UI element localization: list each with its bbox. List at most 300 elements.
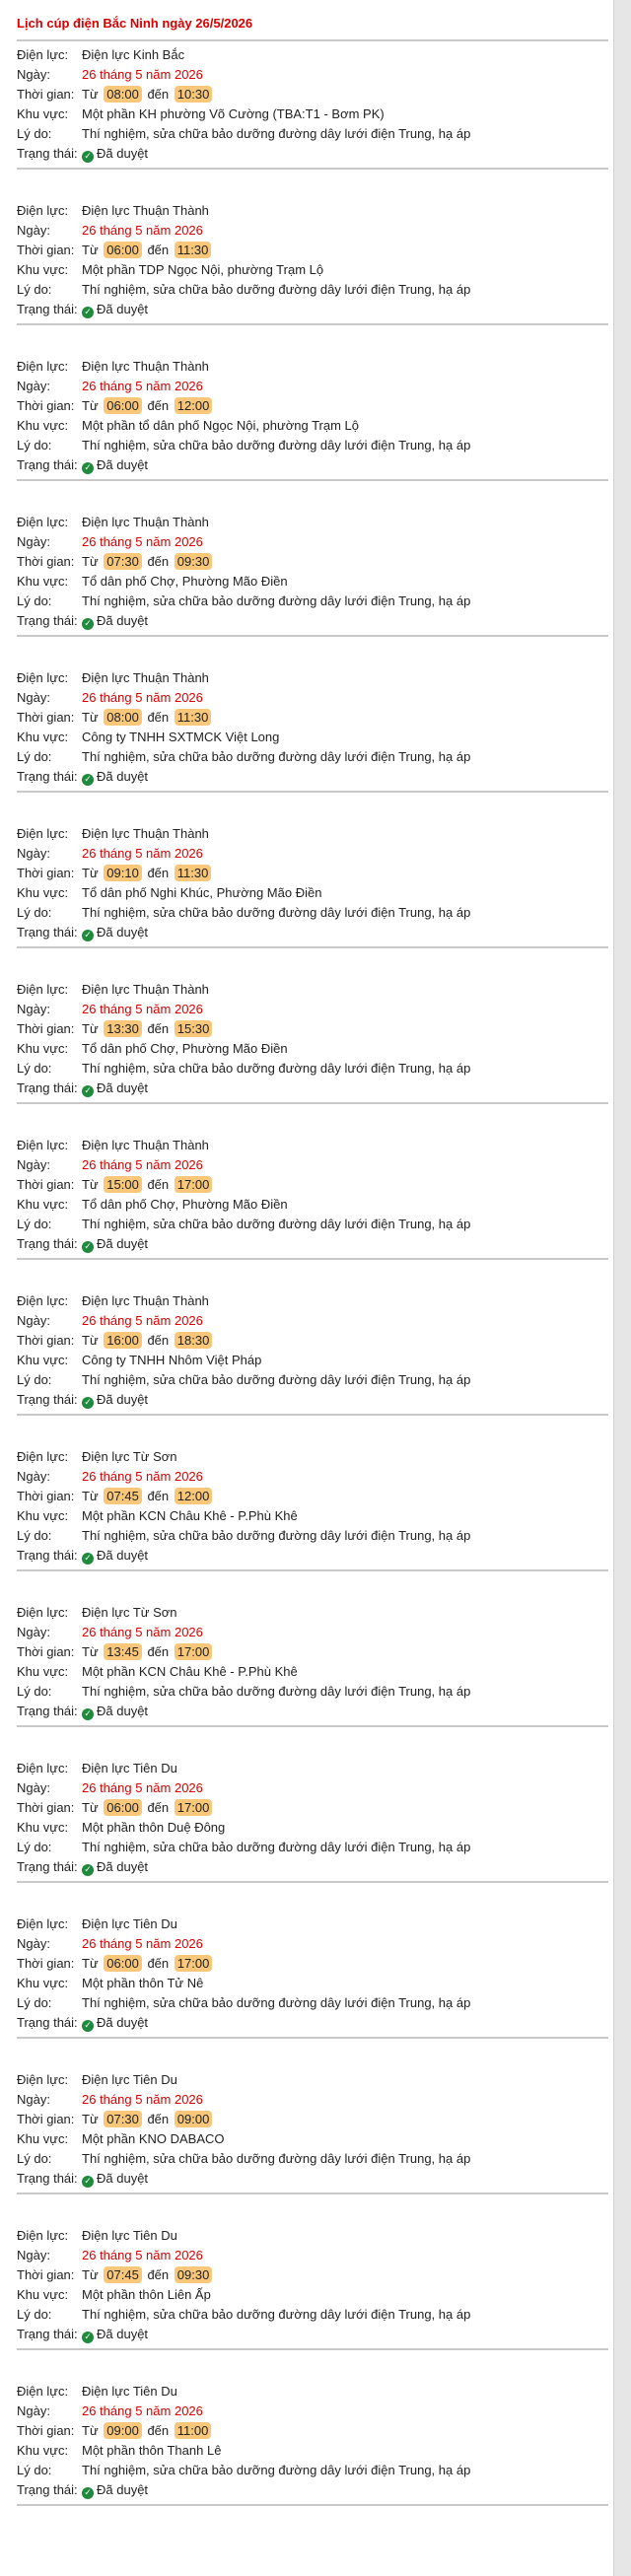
reason-row [17,747,470,767]
divider [17,1258,608,1260]
status-value: Đã duyệt [97,457,149,472]
date-row [17,2246,203,2265]
status-label: Trạng thái: [17,1392,78,1407]
time-row [17,552,214,572]
area-value: Một phần thôn Thanh Lê [82,2443,222,2458]
time-from-label: Từ [82,710,99,725]
start-time: 07:30 [104,553,142,570]
area-label: Khu vực: [17,262,69,277]
time-label: Thời gian: [17,1333,75,1348]
divider [17,1102,608,1104]
records-list [17,41,608,2534]
reason-value: Thí nghiệm, sửa chữa bảo dưỡng đường dây lưới điện Trung, hạ áp [82,1840,471,1854]
reason-label: Lý do: [17,1217,52,1231]
reason-value: Thí nghiệm, sửa chữa bảo dưỡng đường dây lưới điện Trung, hạ áp [82,593,471,608]
time-to-label: đến [147,2267,170,2282]
outage-record [17,1755,608,1911]
status-row [17,2325,148,2344]
check-circle-icon: ✓ [82,1553,94,1565]
time-from-label: Từ [82,398,99,413]
time-label: Thời gian: [17,1489,75,1503]
unit-row [17,1447,177,1467]
time-row [17,1798,214,1818]
date-label: Ngày: [17,1313,50,1328]
divider [17,1414,608,1416]
unit-label: Điện lực: [17,1761,69,1775]
reason-row [17,1059,470,1079]
time-row [17,2421,213,2441]
area-value: Một phần KH phường Võ Cường (TBA:T1 - Bơm PK) [82,106,385,121]
outage-record [17,41,608,197]
time-from-label: Từ [82,1956,99,1971]
reason-row [17,1993,470,2013]
reason-row [17,2305,470,2325]
time-label: Thời gian: [17,2267,75,2282]
date-row [17,1311,203,1331]
area-label: Khu vực: [17,418,69,433]
status-label: Trạng thái: [17,1236,78,1251]
area-label: Khu vực: [17,2443,69,2458]
area-label: Khu vực: [17,1508,69,1523]
area-row [17,1506,298,1526]
start-time: 08:00 [104,709,142,726]
outage-record [17,820,608,976]
area-row [17,883,321,903]
time-label: Thời gian: [17,1956,75,1971]
reason-label: Lý do: [17,282,52,297]
unit-value: Điện lực Kinh Bắc [82,47,185,62]
area-label: Khu vực: [17,1197,69,1212]
date-label: Ngày: [17,1157,50,1172]
time-row [17,864,213,883]
unit-label: Điện lực: [17,1293,69,1308]
date-value: 26 tháng 5 năm 2026 [82,379,203,393]
status-row [17,1390,148,1410]
area-value: Một phần KNO DABACO [82,2131,225,2146]
reason-row [17,1215,470,1234]
time-row [17,708,213,728]
status-row [17,1857,148,1877]
time-to-label: đến [147,1644,170,1659]
reason-value: Thí nghiệm, sửa chữa bảo dưỡng đường dây lưới điện Trung, hạ áp [82,1528,471,1543]
start-time: 07:45 [104,1488,142,1504]
end-time: 09:30 [175,553,213,570]
check-circle-icon: ✓ [82,462,94,474]
unit-label: Điện lực: [17,515,69,529]
reason-label: Lý do: [17,749,52,764]
reason-label: Lý do: [17,1528,52,1543]
status-row [17,923,148,942]
time-to-label: đến [147,1800,170,1815]
date-value: 26 tháng 5 năm 2026 [82,1780,203,1795]
status-label: Trạng thái: [17,925,78,940]
reason-value: Thí nghiệm, sửa chữa bảo dưỡng đường dây lưới điện Trung, hạ áp [82,282,471,297]
outage-record [17,509,608,664]
check-circle-icon: ✓ [82,151,94,163]
time-from-label: Từ [82,2112,99,2126]
status-value: Đã duyệt [97,1859,149,1874]
area-value: Một phần thôn Tử Nê [82,1976,204,1990]
time-from-label: Từ [82,1021,99,1036]
date-value: 26 tháng 5 năm 2026 [82,846,203,861]
reason-row [17,1682,470,1702]
unit-row [17,1291,209,1311]
end-time: 11:30 [175,865,212,881]
status-row [17,1702,148,1721]
time-row [17,1642,214,1662]
status-row [17,767,148,787]
start-time: 15:00 [104,1176,142,1193]
date-value: 26 tháng 5 năm 2026 [82,534,203,549]
start-time: 06:00 [104,242,142,258]
date-label: Ngày: [17,2092,50,2107]
date-value: 26 tháng 5 năm 2026 [82,1002,203,1016]
unit-row [17,45,184,65]
time-from-label: Từ [82,243,99,257]
area-row [17,728,279,747]
date-row [17,377,203,396]
end-time: 17:00 [175,1643,213,1660]
status-label: Trạng thái: [17,2482,78,2497]
unit-label: Điện lực: [17,2384,69,2399]
unit-row [17,1759,177,1778]
end-time: 11:30 [175,242,212,258]
check-circle-icon: ✓ [82,930,94,941]
unit-value: Điện lực Từ Sơn [82,1605,177,1620]
status-value: Đã duyệt [97,1080,149,1095]
reason-value: Thí nghiệm, sửa chữa bảo dưỡng đường dây lưới điện Trung, hạ áp [82,749,471,764]
time-from-label: Từ [82,87,99,102]
reason-value: Thí nghiệm, sửa chữa bảo dưỡng đường dây lưới điện Trung, hạ áp [82,438,471,453]
status-label: Trạng thái: [17,1704,78,1718]
reason-value: Thí nghiệm, sửa chữa bảo dưỡng đường dây lưới điện Trung, hạ áp [82,1684,471,1699]
date-value: 26 tháng 5 năm 2026 [82,2403,203,2418]
status-row [17,455,148,475]
time-row [17,396,214,416]
unit-value: Điện lực Thuận Thành [82,203,209,218]
time-to-label: đến [147,866,170,880]
status-label: Trạng thái: [17,302,78,316]
status-value: Đã duyệt [97,2482,149,2497]
time-row [17,1019,214,1039]
time-from-label: Từ [82,2267,99,2282]
check-circle-icon: ✓ [82,2176,94,2188]
reason-row [17,1838,470,1857]
date-row [17,1467,203,1487]
time-to-label: đến [147,1333,170,1348]
unit-label: Điện lực: [17,982,69,997]
reason-value: Thí nghiệm, sửa chữa bảo dưỡng đường dây lưới điện Trung, hạ áp [82,1372,471,1387]
time-row [17,2265,214,2285]
unit-row [17,2226,177,2246]
time-row [17,85,214,104]
time-to-label: đến [147,710,170,725]
date-row [17,688,203,708]
time-row [17,1954,214,1974]
status-row [17,1079,148,1098]
divider [17,2193,608,2194]
unit-row [17,201,209,221]
date-label: Ngày: [17,1002,50,1016]
unit-label: Điện lực: [17,2228,69,2243]
outage-record [17,197,608,353]
status-value: Đã duyệt [97,925,149,940]
reason-value: Thí nghiệm, sửa chữa bảo dưỡng đường dây lưới điện Trung, hạ áp [82,2151,471,2166]
reason-value: Thí nghiệm, sửa chữa bảo dưỡng đường dây lưới điện Trung, hạ áp [82,126,471,141]
reason-row [17,592,470,611]
status-value: Đã duyệt [97,302,149,316]
area-row [17,1818,225,1838]
unit-label: Điện lực: [17,1605,69,1620]
status-label: Trạng thái: [17,1859,78,1874]
status-label: Trạng thái: [17,2171,78,2186]
date-value: 26 tháng 5 năm 2026 [82,1157,203,1172]
check-circle-icon: ✓ [82,618,94,630]
start-time: 09:10 [104,865,142,881]
time-label: Thời gian: [17,1177,75,1192]
status-label: Trạng thái: [17,146,78,161]
time-to-label: đến [147,398,170,413]
date-row [17,2090,203,2110]
status-row [17,611,148,631]
time-to-label: đến [147,87,170,102]
status-value: Đã duyệt [97,2171,149,2186]
reason-label: Lý do: [17,1372,52,1387]
unit-row [17,1915,177,1934]
status-value: Đã duyệt [97,1548,149,1563]
unit-value: Điện lực Thuận Thành [82,1293,209,1308]
unit-value: Điện lực Tiên Du [82,2228,177,2243]
end-time: 11:00 [175,2422,212,2439]
unit-label: Điện lực: [17,203,69,218]
reason-label: Lý do: [17,126,52,141]
reason-label: Lý do: [17,2463,52,2477]
date-label: Ngày: [17,534,50,549]
check-circle-icon: ✓ [82,1397,94,1409]
reason-row [17,436,470,455]
status-value: Đã duyệt [97,769,149,784]
reason-row [17,903,470,923]
unit-value: Điện lực Tiên Du [82,1761,177,1775]
date-row [17,65,203,85]
area-row [17,260,323,280]
reason-label: Lý do: [17,1061,52,1076]
reason-label: Lý do: [17,438,52,453]
reason-row [17,124,470,144]
area-label: Khu vực: [17,1664,69,1679]
date-row [17,1155,203,1175]
start-time: 07:45 [104,2266,142,2283]
outage-record [17,1132,608,1288]
time-from-label: Từ [82,1644,99,1659]
reason-label: Lý do: [17,1995,52,2010]
status-label: Trạng thái: [17,1548,78,1563]
date-label: Ngày: [17,67,50,82]
unit-value: Điện lực Tiên Du [82,2072,177,2087]
time-row [17,1331,214,1351]
unit-label: Điện lực: [17,1138,69,1152]
area-row [17,1662,298,1682]
end-time: 15:30 [175,1020,213,1037]
area-value: Tổ dân phố Chợ, Phường Mão Điền [82,1041,288,1056]
check-circle-icon: ✓ [82,1085,94,1097]
date-row [17,221,203,241]
start-time: 06:00 [104,1955,142,1972]
time-to-label: đến [147,2112,170,2126]
outage-record [17,1911,608,2066]
status-value: Đã duyệt [97,1704,149,1718]
unit-value: Điện lực Thuận Thành [82,515,209,529]
area-value: Một phần thôn Liên Ấp [82,2287,211,2302]
unit-value: Điện lực Thuận Thành [82,826,209,841]
area-row [17,416,359,436]
area-row [17,1351,261,1370]
time-to-label: đến [147,1956,170,1971]
reason-row [17,1526,470,1546]
unit-value: Điện lực Tiên Du [82,2384,177,2399]
outage-record [17,1599,608,1755]
time-to-label: đến [147,1177,170,1192]
time-from-label: Từ [82,1333,99,1348]
area-label: Khu vực: [17,574,69,589]
divider [17,168,608,170]
area-row [17,1039,288,1059]
time-row [17,241,213,260]
end-time: 17:00 [175,1176,213,1193]
reason-value: Thí nghiệm, sửa chữa bảo dưỡng đường dây lưới điện Trung, hạ áp [82,1061,471,1076]
date-row [17,1623,203,1642]
time-label: Thời gian: [17,554,75,569]
time-to-label: đến [147,1021,170,1036]
divider [17,323,608,325]
status-row [17,300,148,319]
status-row [17,2169,148,2189]
end-time: 12:00 [175,1488,213,1504]
time-to-label: đến [147,554,170,569]
start-time: 07:30 [104,2111,142,2127]
divider [17,946,608,948]
date-value: 26 tháng 5 năm 2026 [82,690,203,705]
time-label: Thời gian: [17,1800,75,1815]
area-label: Khu vực: [17,1976,69,1990]
time-label: Thời gian: [17,2423,75,2438]
unit-label: Điện lực: [17,2072,69,2087]
status-label: Trạng thái: [17,1080,78,1095]
unit-value: Điện lực Từ Sơn [82,1449,177,1464]
date-row [17,844,203,864]
time-from-label: Từ [82,1177,99,1192]
area-value: Một phần TDP Ngọc Nội, phường Trạm Lộ [82,262,324,277]
status-value: Đã duyệt [97,146,149,161]
time-to-label: đến [147,1489,170,1503]
area-value: Một phần tổ dân phố Ngọc Nội, phường Trạm Lộ [82,418,360,433]
reason-label: Lý do: [17,1840,52,1854]
divider [17,479,608,481]
area-label: Khu vực: [17,1041,69,1056]
reason-label: Lý do: [17,2307,52,2322]
time-from-label: Từ [82,1800,99,1815]
reason-row [17,2149,470,2169]
date-label: Ngày: [17,1469,50,1484]
check-circle-icon: ✓ [82,2020,94,2032]
status-value: Đã duyệt [97,2327,149,2341]
unit-row [17,513,209,532]
check-circle-icon: ✓ [82,1241,94,1253]
date-value: 26 tháng 5 năm 2026 [82,1313,203,1328]
start-time: 06:00 [104,397,142,414]
time-to-label: đến [147,2423,170,2438]
status-value: Đã duyệt [97,613,149,628]
status-row [17,2480,148,2500]
divider [17,1881,608,1883]
area-label: Khu vực: [17,2287,69,2302]
date-row [17,1778,203,1798]
reason-row [17,1370,470,1390]
reason-label: Lý do: [17,905,52,920]
check-circle-icon: ✓ [82,774,94,786]
unit-label: Điện lực: [17,1449,69,1464]
reason-value: Thí nghiệm, sửa chữa bảo dưỡng đường dây lưới điện Trung, hạ áp [82,2463,471,2477]
time-row [17,1487,214,1506]
reason-label: Lý do: [17,1684,52,1699]
date-value: 26 tháng 5 năm 2026 [82,1936,203,1951]
area-value: Một phần KCN Châu Khê - P.Phù Khê [82,1508,298,1523]
status-label: Trạng thái: [17,2015,78,2030]
time-label: Thời gian: [17,710,75,725]
outage-record [17,664,608,820]
end-time: 12:00 [175,397,213,414]
area-row [17,2285,211,2305]
status-label: Trạng thái: [17,769,78,784]
date-label: Ngày: [17,1780,50,1795]
outage-record [17,2222,608,2378]
end-time: 09:30 [175,2266,213,2283]
time-label: Thời gian: [17,866,75,880]
status-row [17,1234,148,1254]
unit-row [17,1136,209,1155]
end-time: 17:00 [175,1799,213,1816]
check-circle-icon: ✓ [82,307,94,318]
area-label: Khu vực: [17,2131,69,2146]
page-title: Lịch cúp điện Bắc Ninh ngày 26/5/2026 [17,16,253,31]
unit-label: Điện lực: [17,1916,69,1931]
divider [17,2037,608,2039]
unit-value: Điện lực Thuận Thành [82,359,209,374]
unit-value: Điện lực Thuận Thành [82,982,209,997]
reason-value: Thí nghiệm, sửa chữa bảo dưỡng đường dây lưới điện Trung, hạ áp [82,1217,471,1231]
check-circle-icon: ✓ [82,1864,94,1876]
vertical-scrollbar[interactable] [613,0,631,2576]
time-from-label: Từ [82,866,99,880]
area-label: Khu vực: [17,1820,69,1835]
area-row [17,1974,203,1993]
divider [17,1725,608,1727]
check-circle-icon: ✓ [82,2487,94,2499]
area-row [17,572,288,592]
outage-record [17,1443,608,1599]
area-row [17,1195,288,1215]
time-label: Thời gian: [17,398,75,413]
area-value: Một phần thôn Duệ Đông [82,1820,226,1835]
time-label: Thời gian: [17,243,75,257]
end-time: 18:30 [175,1332,213,1349]
area-value: Tổ dân phố Chợ, Phường Mão Điền [82,1197,288,1212]
end-time: 17:00 [175,1955,213,1972]
start-time: 06:00 [104,1799,142,1816]
time-label: Thời gian: [17,1021,75,1036]
time-label: Thời gian: [17,2112,75,2126]
time-label: Thời gian: [17,87,75,102]
